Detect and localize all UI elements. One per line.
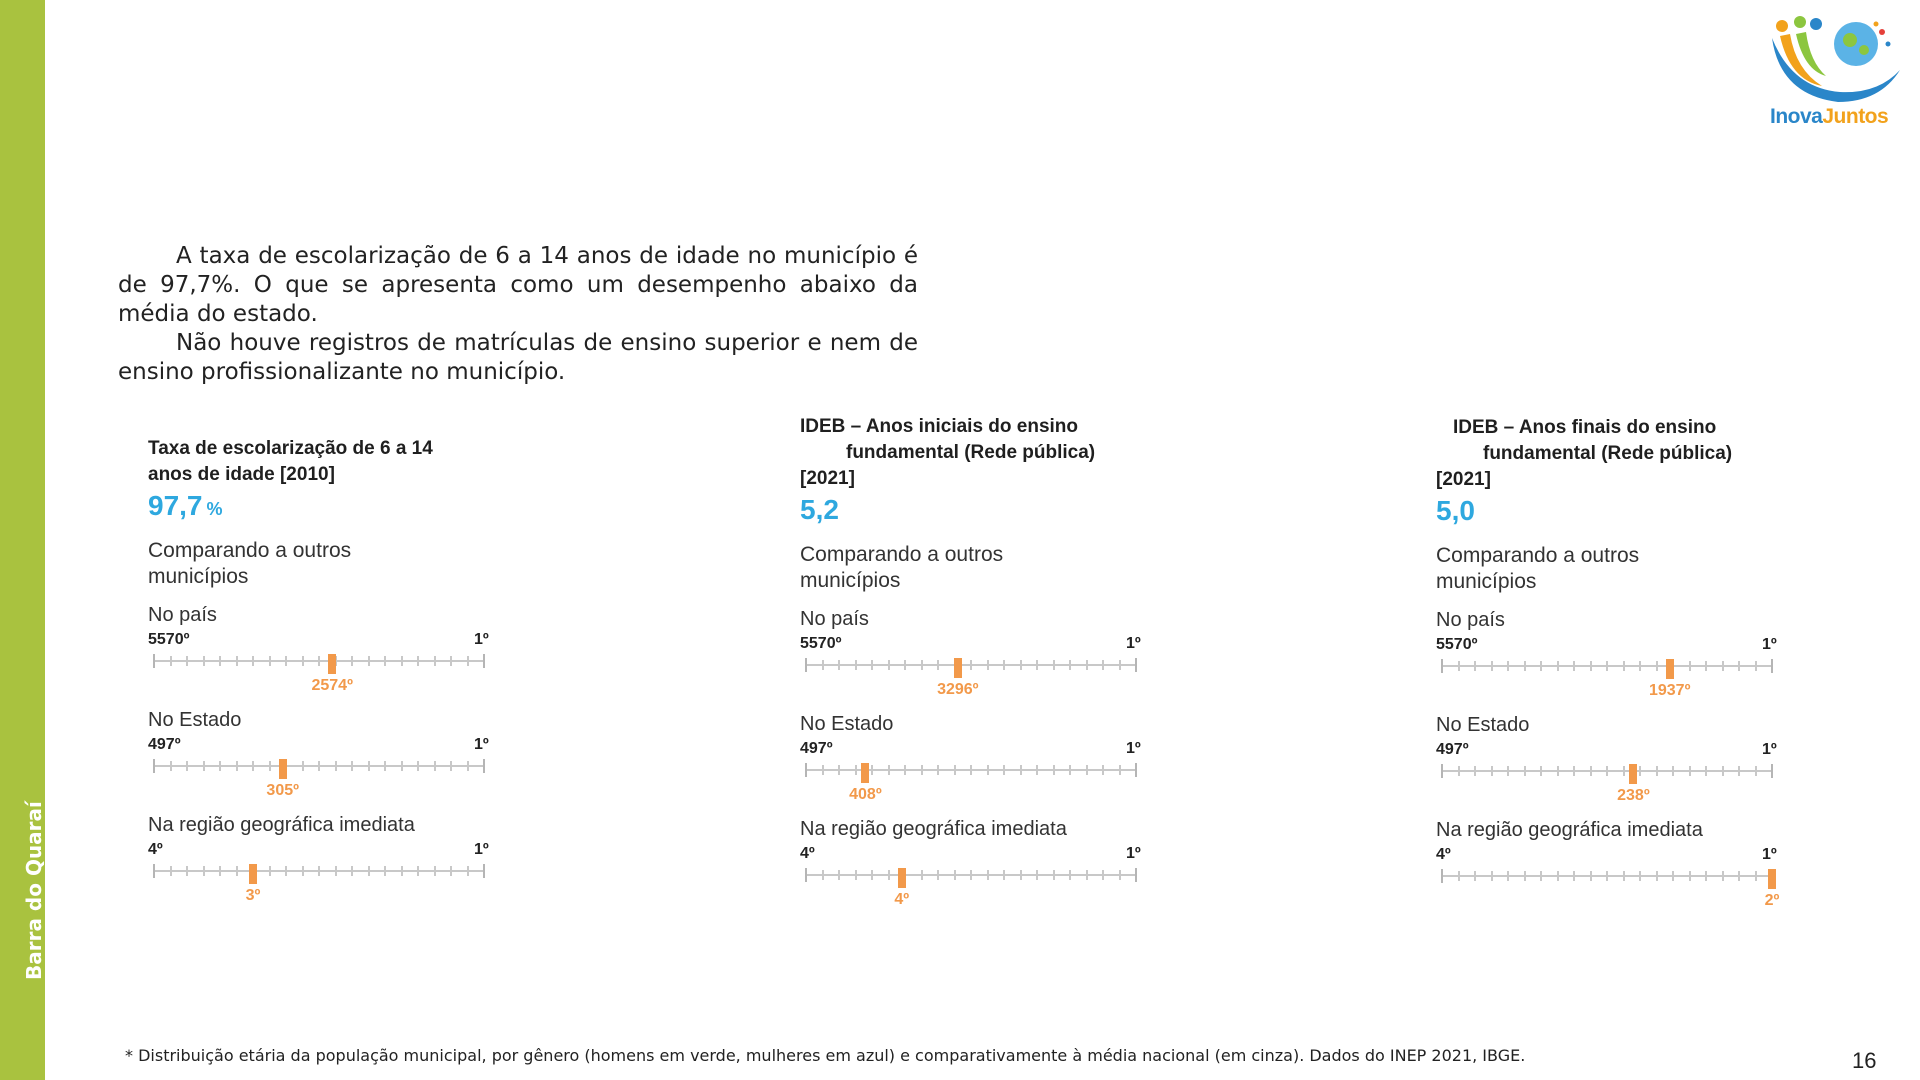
compare-label: Comparando a outros municípios — [148, 539, 352, 588]
axis-tick — [1672, 766, 1674, 776]
axis-tick — [1036, 765, 1038, 775]
axis-tick — [467, 656, 469, 666]
rank-state: No Estado 497º 1º 408º — [800, 713, 1141, 803]
axis-tick — [1036, 870, 1038, 880]
axis-tick — [434, 656, 436, 666]
axis-tick — [1102, 660, 1104, 670]
rank-axis — [1442, 764, 1772, 804]
axis-tick — [1656, 871, 1658, 881]
axis-tick — [1738, 661, 1740, 671]
axis-tick — [434, 866, 436, 876]
axis-tick — [1557, 661, 1559, 671]
axis-tick — [822, 870, 824, 880]
rank-marker — [279, 759, 287, 779]
axis-tick — [1020, 870, 1022, 880]
axis-tick — [871, 765, 873, 775]
axis-tick — [186, 866, 188, 876]
axis-tick — [1755, 766, 1757, 776]
axis-tick — [1590, 766, 1592, 776]
axis-tick — [1656, 661, 1658, 671]
rank-marker — [954, 658, 962, 678]
axis-tick — [153, 759, 155, 773]
axis-tick — [1036, 660, 1038, 670]
axis-tick — [368, 761, 370, 771]
axis-tick — [368, 656, 370, 666]
axis-tick — [269, 866, 271, 876]
axis-tick — [855, 660, 857, 670]
intro-paragraph-1: A taxa de escolarização de 6 a 14 anos de idade no município é de 97,7%. O que se apresenta como um desempenho abaixo da média do estado. — [118, 243, 918, 327]
axis-tick — [838, 765, 840, 775]
panel-value: 5,2 — [800, 494, 839, 525]
axis-tick — [1003, 870, 1005, 880]
panel-escolarizacao — [148, 436, 528, 905]
axis-tick — [1623, 661, 1625, 671]
panel-title: IDEB – Anos iniciais do ensino fundamental (Rede pública) [2021] — [800, 416, 1096, 489]
axis-tick — [1119, 870, 1121, 880]
axis-tick — [1119, 765, 1121, 775]
rank-region: Na região geográfica imediata 4º 1º 4º — [800, 818, 1141, 908]
axis-tick — [1458, 871, 1460, 881]
axis-tick — [1053, 870, 1055, 880]
axis-tick — [855, 870, 857, 880]
axis-tick — [1507, 871, 1509, 881]
intro-text — [118, 242, 918, 387]
axis-tick — [1606, 661, 1608, 671]
axis-tick — [1524, 766, 1526, 776]
axis-tick — [153, 654, 155, 668]
rank-marker — [328, 654, 336, 674]
axis-tick — [1738, 871, 1740, 881]
axis-tick — [805, 868, 807, 882]
axis-tick — [1441, 659, 1443, 673]
axis-tick — [1020, 660, 1022, 670]
axis-tick — [186, 656, 188, 666]
axis-tick — [384, 761, 386, 771]
axis-tick — [318, 656, 320, 666]
rank-country: No país 5570º 1º 1937º — [1436, 609, 1777, 699]
rank-country: No país 5570º 1º 3296º — [800, 608, 1141, 698]
axis-tick — [203, 656, 205, 666]
axis-tick — [1639, 661, 1641, 671]
axis-tick — [1722, 766, 1724, 776]
axis-tick — [401, 866, 403, 876]
axis-tick — [384, 656, 386, 666]
axis-tick — [417, 761, 419, 771]
axis-tick — [838, 870, 840, 880]
rank-position-label: 3296º — [937, 681, 979, 698]
axis-tick — [1705, 661, 1707, 671]
axis-tick — [1639, 871, 1641, 881]
axis-tick — [302, 761, 304, 771]
axis-tick — [1524, 661, 1526, 671]
axis-tick — [1573, 871, 1575, 881]
axis-tick — [351, 761, 353, 771]
axis-tick — [1771, 659, 1773, 673]
rank-position-label: 1937º — [1648, 682, 1691, 699]
axis-tick — [1705, 766, 1707, 776]
axis-tick — [1020, 765, 1022, 775]
rank-axis — [806, 868, 1136, 908]
axis-tick — [937, 660, 939, 670]
rank-country: No país 5570º 1º 2574º — [148, 604, 489, 694]
rank-position-label: 238º — [1617, 787, 1650, 804]
axis-tick — [1573, 661, 1575, 671]
axis-tick — [970, 660, 972, 670]
axis-tick — [1135, 868, 1137, 882]
axis-tick — [170, 866, 172, 876]
page-number: 16 — [1852, 1048, 1877, 1073]
axis-tick — [987, 660, 989, 670]
axis-tick — [1573, 766, 1575, 776]
axis-tick — [483, 654, 485, 668]
axis-tick — [417, 656, 419, 666]
axis-tick — [269, 656, 271, 666]
axis-tick — [219, 866, 221, 876]
axis-tick — [1738, 766, 1740, 776]
axis-tick — [1086, 870, 1088, 880]
axis-tick — [203, 761, 205, 771]
axis-tick — [805, 763, 807, 777]
panel-value: 5,0 — [1436, 495, 1475, 526]
axis-tick — [170, 761, 172, 771]
logo-graphic — [1760, 10, 1910, 120]
axis-tick — [954, 765, 956, 775]
panel-ideb-iniciais — [800, 414, 1180, 909]
axis-tick — [1003, 660, 1005, 670]
axis-tick — [1606, 766, 1608, 776]
axis-tick — [838, 660, 840, 670]
compare-label: Comparando a outros municípios — [1436, 544, 1640, 593]
axis-tick — [921, 765, 923, 775]
axis-tick — [1590, 871, 1592, 881]
axis-tick — [1540, 766, 1542, 776]
axis-tick — [1540, 661, 1542, 671]
axis-tick — [269, 761, 271, 771]
axis-tick — [1003, 765, 1005, 775]
rank-axis — [154, 759, 484, 799]
axis-tick — [1722, 871, 1724, 881]
axis-tick — [987, 870, 989, 880]
axis-tick — [921, 870, 923, 880]
axis-tick — [1689, 766, 1691, 776]
axis-tick — [1755, 661, 1757, 671]
axis-tick — [1474, 661, 1476, 671]
axis-tick — [937, 765, 939, 775]
intro-paragraph-2: Não houve registros de matrículas de ensino superior e nem de ensino profissionalizante no município. — [118, 330, 918, 385]
axis-tick — [1086, 660, 1088, 670]
rank-region: Na região geográfica imediata 4º 1º 3º — [148, 814, 489, 904]
axis-tick — [1656, 766, 1658, 776]
axis-tick — [1102, 870, 1104, 880]
axis-tick — [417, 866, 419, 876]
rank-position-label: 4º — [894, 891, 910, 908]
axis-tick — [203, 866, 205, 876]
inova-juntos-logo — [1760, 10, 1910, 140]
rank-position-label: 3º — [245, 887, 261, 904]
rank-position-label: 2574º — [311, 677, 353, 694]
axis-tick — [1053, 660, 1055, 670]
axis-tick — [1507, 661, 1509, 671]
axis-tick — [1086, 765, 1088, 775]
axis-tick — [219, 656, 221, 666]
axis-tick — [335, 761, 337, 771]
axis-tick — [1590, 661, 1592, 671]
rank-state: No Estado 497º 1º 238º — [1436, 714, 1777, 804]
axis-tick — [186, 761, 188, 771]
axis-tick — [368, 866, 370, 876]
axis-tick — [888, 660, 890, 670]
rank-state: No Estado 497º 1º 305º — [148, 709, 489, 799]
rank-position-label: 408º — [849, 786, 882, 803]
axis-tick — [1491, 661, 1493, 671]
panel-value: 97,7 % — [148, 490, 223, 521]
axis-tick — [467, 761, 469, 771]
municipality-name: Barra do Quaraí — [22, 801, 46, 980]
axis-tick — [153, 864, 155, 878]
axis-tick — [236, 656, 238, 666]
axis-tick — [434, 761, 436, 771]
axis-tick — [219, 761, 221, 771]
axis-tick — [285, 656, 287, 666]
rank-marker — [1629, 764, 1637, 784]
axis-tick — [1705, 871, 1707, 881]
axis-tick — [285, 866, 287, 876]
axis-tick — [1771, 764, 1773, 778]
axis-tick — [318, 866, 320, 876]
rank-marker — [1666, 659, 1674, 679]
axis-tick — [467, 866, 469, 876]
logo-text: InovaJuntos — [1770, 105, 1889, 128]
axis-tick — [954, 870, 956, 880]
axis-tick — [888, 765, 890, 775]
axis-tick — [1491, 766, 1493, 776]
axis-tick — [1441, 869, 1443, 883]
axis-tick — [1557, 766, 1559, 776]
axis-tick — [1755, 871, 1757, 881]
axis-tick — [1474, 871, 1476, 881]
axis-tick — [302, 656, 304, 666]
axis-tick — [1689, 871, 1691, 881]
rank-marker — [898, 868, 906, 888]
axis-tick — [970, 765, 972, 775]
rank-axis — [1442, 659, 1772, 699]
axis-tick — [888, 870, 890, 880]
axis-tick — [1458, 661, 1460, 671]
axis-tick — [1474, 766, 1476, 776]
rank-axis — [154, 654, 484, 694]
axis-tick — [1557, 871, 1559, 881]
axis-tick — [1722, 661, 1724, 671]
panel-title: IDEB – Anos finais do ensino fundamental (Rede pública) [2021] — [1436, 417, 1733, 490]
axis-tick — [1135, 763, 1137, 777]
axis-tick — [401, 761, 403, 771]
axis-tick — [871, 660, 873, 670]
axis-tick — [450, 656, 452, 666]
axis-tick — [318, 761, 320, 771]
axis-tick — [904, 660, 906, 670]
axis-tick — [351, 866, 353, 876]
panel-title: Taxa de escolarização de 6 a 14 anos de idade [2010] — [148, 438, 433, 485]
rank-axis — [1442, 869, 1780, 909]
axis-tick — [822, 765, 824, 775]
rank-marker — [249, 864, 257, 884]
rank-axis — [806, 763, 1136, 803]
axis-tick — [1053, 765, 1055, 775]
rank-position-label: 2º — [1764, 892, 1780, 909]
axis-tick — [1623, 766, 1625, 776]
axis-tick — [1689, 661, 1691, 671]
axis-tick — [805, 658, 807, 672]
axis-tick — [236, 761, 238, 771]
axis-tick — [1540, 871, 1542, 881]
axis-tick — [1102, 765, 1104, 775]
axis-tick — [450, 866, 452, 876]
axis-tick — [855, 765, 857, 775]
axis-tick — [170, 656, 172, 666]
axis-tick — [450, 761, 452, 771]
axis-tick — [401, 656, 403, 666]
axis-tick — [351, 656, 353, 666]
rank-axis — [806, 658, 1136, 698]
axis-tick — [871, 870, 873, 880]
axis-tick — [937, 870, 939, 880]
axis-tick — [904, 765, 906, 775]
axis-tick — [921, 660, 923, 670]
sidebar-bar — [0, 0, 45, 1080]
rank-axis — [154, 864, 484, 904]
rank-marker — [861, 763, 869, 783]
axis-tick — [252, 761, 254, 771]
axis-tick — [1623, 871, 1625, 881]
axis-tick — [1491, 871, 1493, 881]
axis-tick — [1119, 660, 1121, 670]
axis-tick — [302, 866, 304, 876]
axis-tick — [1069, 660, 1071, 670]
footnote: * Distribuição etária da população municipal, por gênero (homens em verde, mulheres em azul) e comparativamente à média nacional (em cinza). Dados do INEP 2021, IBGE. — [125, 1046, 1526, 1065]
rank-position-label: 305º — [266, 782, 299, 799]
rank-region: Na região geográfica imediata 4º 1º 2º — [1436, 819, 1780, 909]
axis-tick — [1606, 871, 1608, 881]
axis-tick — [987, 765, 989, 775]
compare-label: Comparando a outros municípios — [800, 543, 1004, 592]
axis-tick — [236, 866, 238, 876]
axis-tick — [1507, 766, 1509, 776]
axis-tick — [335, 866, 337, 876]
panel-ideb-finais — [1436, 415, 1816, 910]
axis-tick — [970, 870, 972, 880]
axis-tick — [1672, 871, 1674, 881]
axis-tick — [1524, 871, 1526, 881]
rank-marker — [1768, 869, 1776, 889]
axis-tick — [1458, 766, 1460, 776]
axis-tick — [1069, 765, 1071, 775]
axis-tick — [1135, 658, 1137, 672]
axis-tick — [483, 864, 485, 878]
axis-tick — [384, 866, 386, 876]
axis-tick — [822, 660, 824, 670]
axis-tick — [1639, 766, 1641, 776]
axis-tick — [252, 656, 254, 666]
axis-tick — [483, 759, 485, 773]
axis-tick — [1441, 764, 1443, 778]
axis-tick — [1069, 870, 1071, 880]
